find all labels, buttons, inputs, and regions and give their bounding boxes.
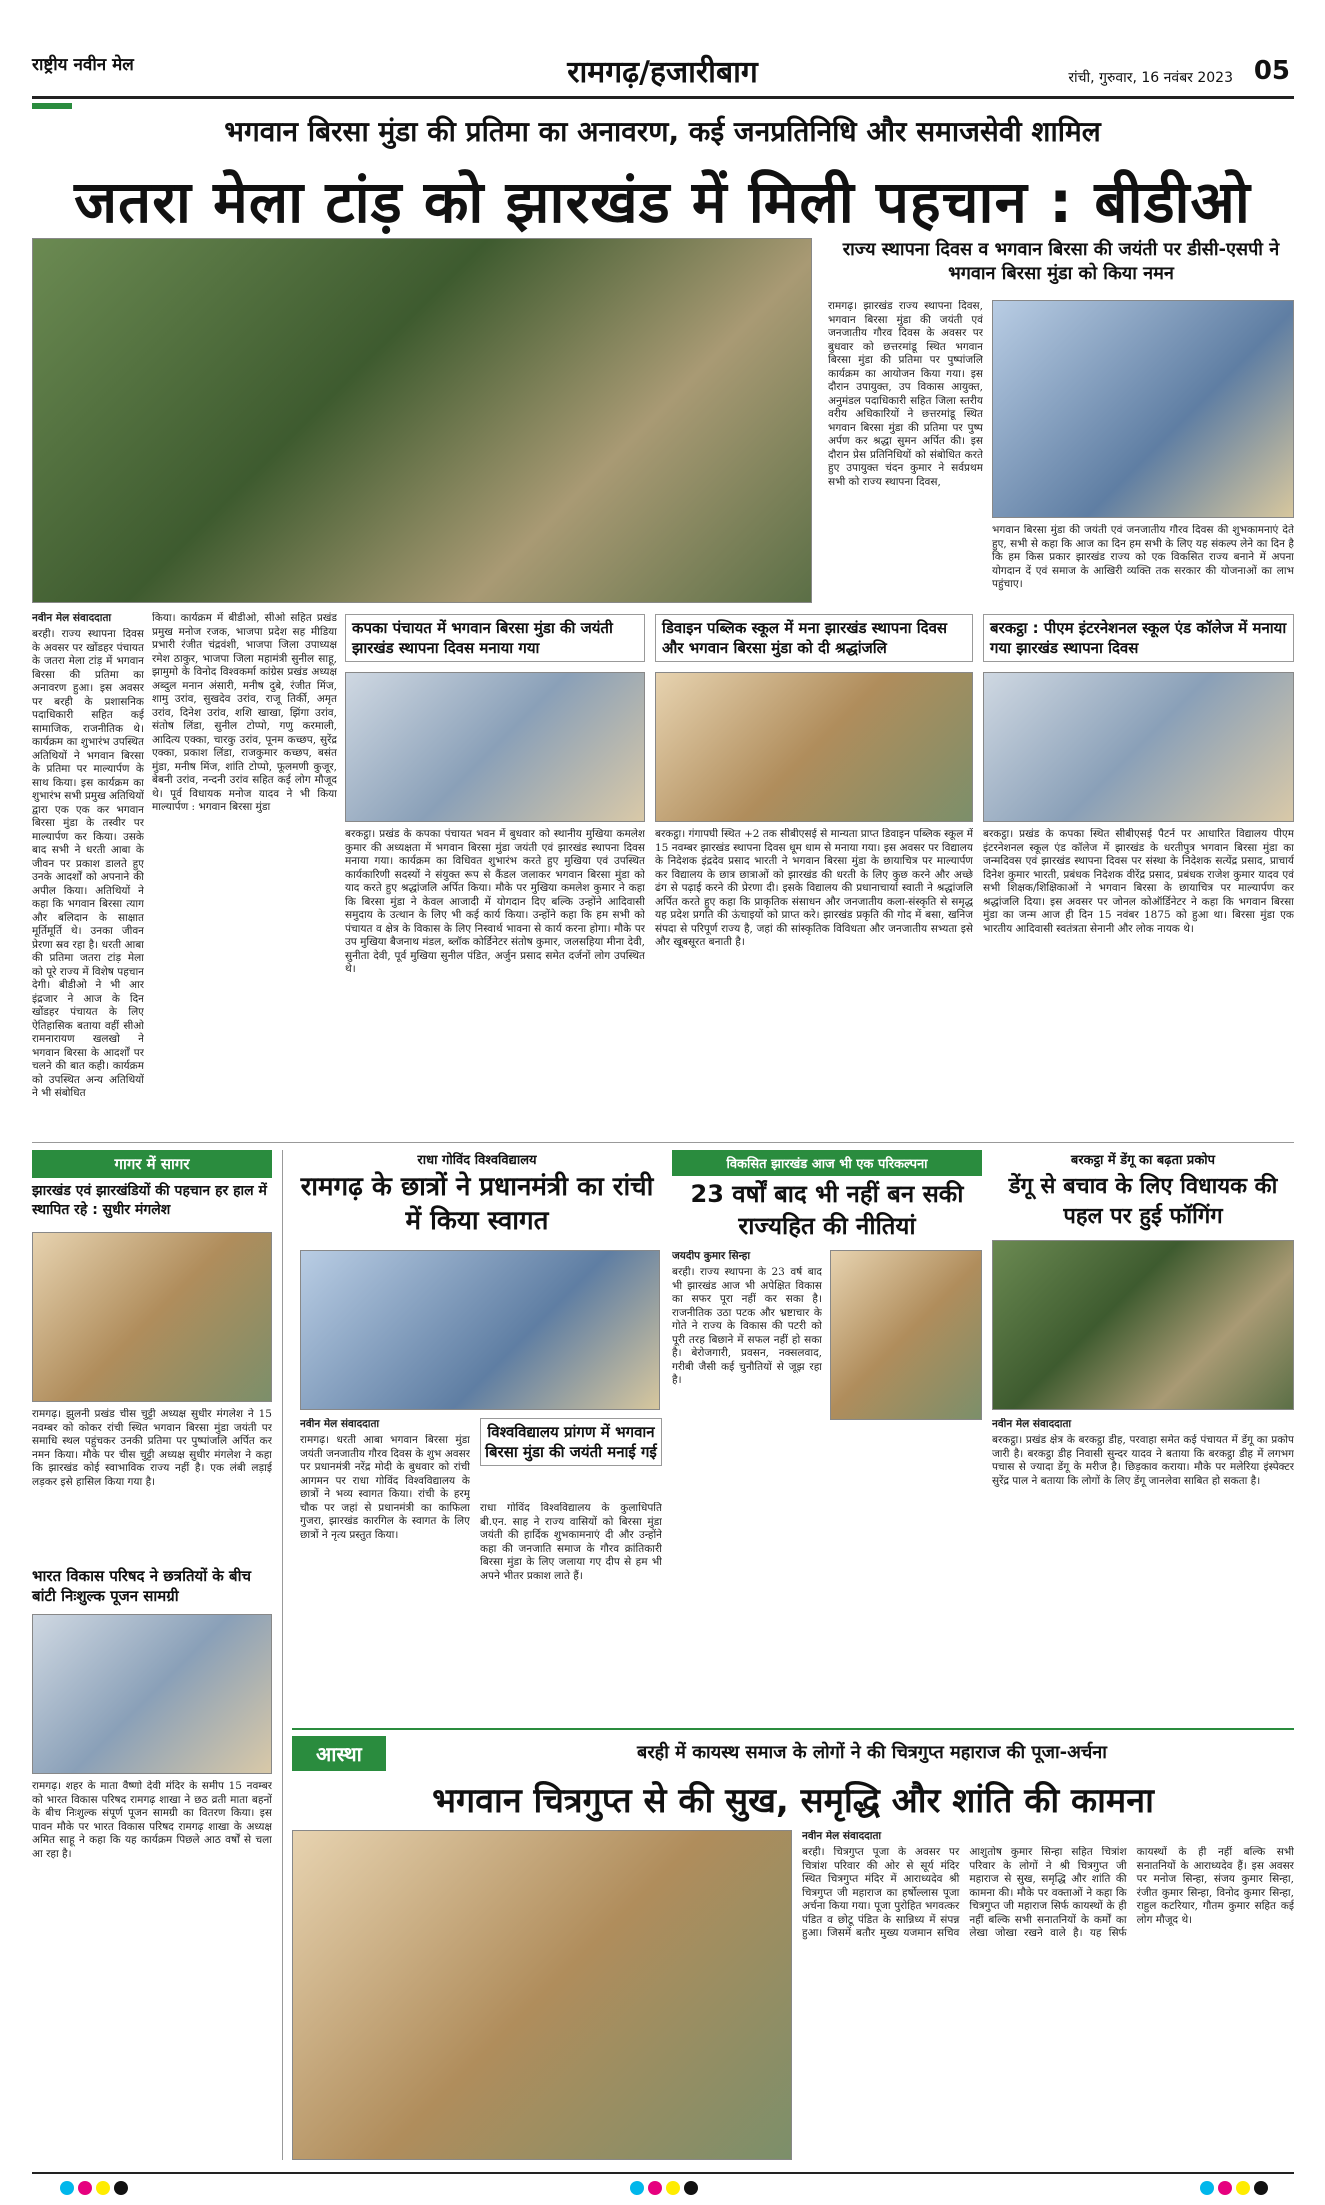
accent-bar <box>32 103 72 109</box>
registration-marks-right <box>1200 2180 1272 2199</box>
pm-body: बरकट्ठा। प्रखंड के कपका स्थित सीबीएसई पैटर्न पर आधारित विद्यालय पीएम इंटरनेशनल स्कूल एंड कॉलेज में झारखंड के धरतीपुत्र भगवान बिरसा मुंडा का जन्मदिवस एवं झारखंड स्थापना दिवस पर संस्था के निदेशक सत्येंद्र प्रसाद, प्राचार्य दिनेश कुमार भारती, प्रबंधक निदेशक वीरेंद्र प्रसाद, प्रबंधक राजेश कुमार यादव एवं सभी शिक्षक/शिक्षिकाओं ने भगवान बिरसा के छायाचित्र पर माल्यार्पण कर श्रद्धांजलि दिया। इस अवसर पर जोनल कोऑर्डिनेटर ने कहा कि भगवान बिरसा मुंडा का जन्म आज ही दिन 15 नवंबर 1875 को हुआ था। बिरसा मुंडा एक भारतीय आदिवासी स्वतंत्रता सेनानी और लोक नायक थे। <box>983 828 1294 935</box>
students-headline: रामगढ़ के छात्रों ने प्रधानमंत्री का रांची में किया स्वागत <box>300 1172 654 1236</box>
vikas-label: विकसित झारखंड आज भी एक परिकल्पना <box>672 1150 982 1176</box>
students-sub-body: राधा गोविंद विश्वविद्यालय के कुलाधिपति बी.एन. साह ने राज्य वासियों को बिरसा मुंडा जयंती की हार्दिक शुभकामनाएं दी और उन्होंने कहा की जनजाति समाज के गौरव क्रांतिकारी बिरसा मुंडा के लिए जलाया गए दीप से हम भी अपने भीतर प्रकाश लाते हैं। <box>480 1502 662 1582</box>
gagar-tag: गागर में सागर <box>32 1150 272 1178</box>
date-line: रांची, गुरुवार, 16 नवंबर 2023 <box>1068 70 1233 86</box>
birsa-caption: भगवान बिरसा मुंडा की जयंती एवं जनजातीय गौरव दिवस की शुभकामनाएं देते हुए, सभी से कहा कि आज का दिन हम सभी के लिए यह संकल्प लेने का दिन है कि हम किस प्रकार झारखंड राज्य को एक विकसित राज्य बनाने में अपना योगदान दें एवं समाज के आखिरी व्यक्ति तक सरकार की योजनाओं का लाभ पहुंचाए। <box>992 524 1294 590</box>
kapka-photo <box>345 672 645 822</box>
students-subhead: विश्वविद्यालय प्रांगण में भगवान बिरसा मुंडा की जयंती मनाई गई <box>480 1418 662 1466</box>
dengue-label: बरकट्ठा में डेंगू का बढ़ता प्रकोप <box>1070 1153 1216 1168</box>
lead-byline: नवीन मेल संवाददाता <box>32 612 112 624</box>
registration-marks <box>60 2180 132 2199</box>
lead-kicker: भगवान बिरसा मुंडा की प्रतिमा का अनावरण, कई जनप्रतिनिधि और समाजसेवी शामिल <box>224 115 1101 148</box>
vikas-photo <box>830 1250 982 1420</box>
column-rule <box>282 1150 283 2160</box>
masthead-logo: राष्ट्रीय नवीन मेल <box>32 55 134 75</box>
dengue-headline: डेंगू से बचाव के लिए विधायक की पहल पर हुई फॉगिंग <box>1008 1174 1278 1229</box>
registration-marks-center <box>630 2180 702 2199</box>
lead-headline: जतरा मेला टांड़ को झारखंड में मिली पहचान : बीडीओ <box>74 168 1251 236</box>
chitragupt-headline: भगवान चित्रगुप्त से की सुख, समृद्धि और शांति की कामना <box>432 1781 1154 1821</box>
aastha-rule <box>292 1728 1294 1730</box>
gagar-body: रामगढ़। झुलनी प्रखंड चीस चुट्टी अध्यक्ष सुधीर मंगलेश ने 15 नवम्बर को कोकर रांची स्थित भगवान बिरसा मुंडा जयंती पर समाधि स्थल पहुंचकर उनकी प्रतिमा पर पुष्पांजलि अर्पित कर नमन किया। मौके पर चीस चुट्टी अध्यक्ष सुधीर मंगलेश ने कहा कि झारखंड कोई स्वाभाविक राज्य नहीं है। एक लंबी लड़ाई लड़कर इसे हासिल किया गया है। <box>32 1408 272 1488</box>
vikas-byline: जयदीप कुमार सिन्हा <box>672 1250 751 1262</box>
header-rule <box>32 96 1294 99</box>
dengue-byline: नवीन मेल संवाददाता <box>992 1418 1072 1430</box>
page-section-title: रामगढ़/हजारीबाग <box>567 55 758 90</box>
chitragupt-byline: नवीन मेल संवाददाता <box>802 1830 882 1842</box>
birsa-body: रामगढ़। झारखंड राज्य स्थापना दिवस, भगवान बिरसा मुंडा की जयंती एवं जनजातीय गौरव दिवस के अवसर पर बुधवार को छत्तरमांडू स्थित भगवान बिरसा मुंडा की प्रतिमा पर पुष्पांजलि कार्यक्रम का आयोजन किया गया। इस दौरान उपायुक्त, उप विकास आयुक्त, अनुमंडल पदाधिकारी सहित जिला स्तरीय वरीय अधिकारियों ने छत्तरमांडू स्थित भगवान बिरसा मुंडा की प्रतिमा पर पुष्प अर्पण कर श्रद्धा सुमन अर्पित की। इस दौरान प्रेस प्रतिनिधियों को संबोधित करते हुए उपायुक्त चंदन कुमार ने सर्वप्रथम सभी को राज्य स्थापना दिवस, <box>828 300 983 488</box>
aastha-tag: आस्था <box>292 1736 386 1771</box>
pm-photo <box>983 672 1294 822</box>
divine-body: बरकट्ठा। गंगापघी स्थित +2 तक सीबीएसई से मान्यता प्राप्त डिवाइन पब्लिक स्कूल में 15 नवम्बर झारखंड स्थापना दिवस धूम धाम से मनाया गया। इस अवसर पर विद्यालय के निदेशक इंद्रदेव प्रसाद भारती ने भगवान बिरसा मुंडा के छायाचित्र पर माल्यार्पण कर विद्यालय के छात्र छात्राओं को झारखंड की धरती के लिए कुछ करने और अच्छे ढंग से पढ़ाई करने की प्रेरणा दी। इसके विद्यालय की प्रधानाचार्या स्वाती ने श्रद्धांजलि अर्पित करते हुए कहा कि प्राकृतिक संसाधन और जनजातीय कला-संस्कृति से समृद्ध यह प्रदेश प्रगति की ऊंचाइयों को प्राप्त करे। झारखंड प्रकृति की गोद में बसा, खनिज संपदा से परिपूर्ण राज्य है, जहां की सांस्कृतिक विविधता और जनजातीय सभ्यता इसे और खूबसूरत बनाती है। <box>655 828 973 948</box>
students-body: रामगढ़। धरती आबा भगवान बिरसा मुंडा जयंती जनजातीय गौरव दिवस के शुभ अवसर पर प्रधानमंत्री नरेंद्र मोदी के बुधवार को रांची आगमन पर राधा गोविंद विश्वविद्यालय के छात्रों ने भव्य स्वागत किया। रांची के हरमू चौक पर जहां से प्रधानमंत्री का काफिला गुजरा, झारखंड कारगिल के स्वागत के लिए छात्रों ने नृत्य प्रस्तुत किया। <box>300 1434 470 1541</box>
divine-photo <box>655 672 973 822</box>
kapka-body: बरकट्ठा। प्रखंड के कपका पंचायत भवन में बुधवार को स्थानीय मुखिया कमलेश कुमार की अध्यक्षता में भगवान बिरसा मुंडा जयंती एवं झारखंड स्थापना दिवस मनाया गया। कार्यक्रम का विधिवत शुभारंभ करते हुए मुखिया एवं उपस्थित कार्यकारिणी सदस्यों ने संयुक्त रूप से कैंडल जलाकर भगवान बिरसा मुंडा को याद करते हुए श्रद्धांजलि अर्पित किया। मौके पर मुखिया कमलेश कुमार ने कहा कि बिरसा मुंडा ने केवल आजादी में योगदान दिए बल्कि उन्होंने आदिवासी समुदाय के उत्थान के लिए भी कई कार्य किया। उन्होंने कहा कि हम सभी को पंचायत व क्षेत्र के विकास के लिए निस्वार्थ भावना से कार्य करना होगा। मौके पर उप मुखिया बैजनाथ मंडल, ब्लॉक कोर्डिनेटर संतोष कुमार, जलसहिया मीना देवी, सुनीता देवी, पूर्व मुखिया सुनील पंडित, अर्जुन प्रसाद समेत दर्जनों लोग उपस्थित थे। <box>345 828 645 975</box>
divider <box>32 1142 1294 1143</box>
kapka-headline: कपका पंचायत में भगवान बिरसा मुंडा की जयंती झारखंड स्थापना दिवस मनाया गया <box>345 614 645 662</box>
students-label: राधा गोविंद विश्वविद्यालय <box>417 1153 537 1168</box>
pm-headline: बरकट्ठा : पीएम इंटरनेशनल स्कूल एंड कॉलेज में मनाया गया झारखंड स्थापना दिवस <box>983 614 1294 662</box>
students-byline: नवीन मेल संवाददाता <box>300 1418 380 1430</box>
chitragupt-kicker: बरही में कायस्थ समाज के लोगों ने की चित्रगुप्त महाराज की पूजा-अर्चना <box>637 1742 1107 1763</box>
divine-headline: डिवाइन पब्लिक स्कूल में मना झारखंड स्थापना दिवस और भगवान बिरसा मुंडा को दी श्रद्धांजलि <box>655 614 973 662</box>
birsa-headline: राज्य स्थापना दिवस व भगवान बिरसा की जयंती पर डीसी-एसपी ने भगवान बिरसा मुंडा को किया नमन <box>842 239 1280 284</box>
dengue-body: बरकट्ठा। प्रखंड क्षेत्र के बरकट्ठा डीह, परवाहा समेत कई पंचायत में डेंगू का प्रकोप जारी है। बरकट्ठा डीह निवासी सुन्दर यादव ने बताया कि बरकट्ठा डीह में लगभग पचास से ज्यादा डेंगू के मरीज है। छिड़काव कराया। मौके पर मलेरिया इंस्पेक्टर सुरेंद्र पाल ने बताया कि लोगों के लिए डेंगू जानलेवा साबित हो सकता है। <box>992 1434 1294 1487</box>
chitragupt-photo <box>292 1830 792 2160</box>
gagar-photo <box>32 1232 272 1402</box>
birsa-photo <box>992 300 1294 518</box>
bvp-photo <box>32 1614 272 1774</box>
lead-photo <box>32 238 812 603</box>
gagar-headline: झारखंड एवं झारखंडियों की पहचान हर हाल में स्थापित रहे : सुधीर मंगलेश <box>32 1183 267 1218</box>
vikas-body: बरही। राज्य स्थापना के 23 वर्ष बाद भी झारखंड आज भी अपेक्षित विकास का सफर पूरा नहीं कर सका है। राजनीतिक उठा पटक और भ्रष्टाचार के गोते ने राज्य के विकास की पटरी को पूरी तरह बिछाने में सफल नहीं हो सका है। बेरोजगारी, प्रवसन, नक्सलवाद, गरीबी जैसी कई चुनौतियों से जूझ रहा है। <box>672 1266 822 1386</box>
chitragupt-body: बरही। चित्रगुप्त पूजा के अवसर पर चित्रांश परिवार की ओर से सूर्य मंदिर स्थित चित्रगुप्त मंदिर में आराध्यदेव श्री चित्रगुप्त जी महाराज का हर्षोल्लास पूजा अर्चना किया गया। पूजा पुरोहित भगवत्कर पंडित व छोटू पंडित के सान्निध्य में संपन्न हुआ। जिसमें बतौर मुख्य यजमान सचिव आशुतोष कुमार सिन्हा सहित चित्रांश परिवार के लोगों ने श्री चित्रगुप्त जी महाराज से सुख, समृद्धि और शांति की कामना की। मौके पर वक्ताओं ने कहा कि चित्रगुप्त जी महाराज सिर्फ कायस्थों के ही नहीं बल्कि सभी सनातनियों के कर्मों का लेखा जोखा रखने वाले है। यह सिर्फ कायस्थों के ही नहीं बल्कि सभी सनातनियों के आराध्यदेव हैं। इस अवसर पर मनोज सिन्हा, संजय कुमार सिन्हा, रंजीत कुमार सिन्हा, विनोद कुमार सिन्हा, राहुल कटरियार, गौतम कुमार सहित कई लोग मौजूद थे। <box>802 1846 1294 1939</box>
lead-body-col1: बरही। राज्य स्थापना दिवस के अवसर पर खोंडहर पंचायत के जतरा मेला टांड़ में भगवान बिरसा की प्रतिमा का अनावरण हुआ। इस अवसर पर बरही के प्रशासनिक पदाधिकारी सहित कई सामाजिक, राजनीतिक थे। कार्यक्रम का शुभारंभ उपस्थित अतिथियों ने भगवान बिरसा के प्रतिमा पर माल्यार्पण के साथ किया। इस कार्यक्रम का शुभारंभ सभी प्रमुख अतिथियों द्वारा एक एक कर भगवान बिरसा मुंडा के तस्वीर पर माल्यार्पण कर किया। उसके बाद सभी ने धरती आबा के जीवन पर प्रकाश डालते हुए उनके आदर्शों को अपनाने की अपील किया। अतिथियों ने कहा कि भगवान बिरसा त्याग और बलिदान के साक्षात मूर्तिमूर्ति थे। उनका जीवन प्रेरणा स्रव रहा है। धरती आबा की प्रतिमा जतरा टांड़ मेला को पूरे राज्य में विशेष पहचान देगी। बीडीओ ने भी आर इंद्रजार ने आज के दिन खोंडहर पंचायत के लिए ऐतिहासिक बताया वहीं सीओ रामनारायण खलखो ने भगवान बिरसा के आदर्शों पर चलने की बात कही। कार्यक्रम को उपस्थित अन्य अतिथियों ने भी संबोधित <box>32 628 144 1099</box>
vikas-headline: 23 वर्षों बाद भी नहीं बन सकी राज्यहित की नीतियां <box>690 1180 964 1240</box>
dengue-photo <box>992 1240 1294 1410</box>
lead-body-col2: किया। कार्यक्रम में बीडीओ, सीओ सहित प्रखंड प्रमुख मनोज रजक, भाजपा प्रदेश सह मीडिया प्रभारी रंजीत चंद्रवंशी, भाजपा जिला उपाध्यक्ष रमेश ठाकुर, भाजपा जिला महामंत्री सुनील साहू, झामुमो के विनोद विश्वकर्मा कांग्रेस प्रखंड अध्यक्ष अब्दुल मनान अंसारी, मनीष दुबे, रंजीत मिंज, शामु उरांव, सुखदेव उरांव, राजू तिर्की, अमृत उरांव, दिनेश उरांव, शशि खाखा, झिंगा उरांव, संतोष लिंडा, सुनील टोप्पो, गणु करमाली, आदित्य एक्का, चारकु उरांव, पूनम कच्छप, सुरेंद्र एक्का, प्रकाश लिंडा, राजकुमार कच्छप, बसंत मुंडा, मनीष मिंज, शांति टोप्पो, फूलमणी कुजूर, बेबनी उरांव, नन्दनी उरांव सहित कई लोग मौजूद थे। पूर्व विधायक मनोज यादव ने भी किया माल्यार्पण : भगवान बिरसा मुंडा <box>152 612 337 813</box>
page-number: 05 <box>1253 56 1290 86</box>
bvp-body: रामगढ़। शहर के माता वैष्णो देवी मंदिर के समीप 15 नवम्बर को भारत विकास परिषद रामगढ़ शाखा ने छठ व्रती माता बहनों के बीच निःशुल्क संपूर्ण पूजन सामग्री का वितरण किया। इस पावन मौके पर भारत विकास परिषद रामगढ़ शाखा के अध्यक्ष अमित साहू ने कहा कि यह कार्यक्रम पिछले आठ वर्षों से चला आ रहा है। <box>32 1780 272 1860</box>
students-photo <box>300 1250 660 1410</box>
footer-rule <box>32 2172 1294 2174</box>
bvp-headline: भारत विकास परिषद ने छत्रतियों के बीच बांटी निःशुल्क पूजन सामग्री <box>32 1567 252 1605</box>
